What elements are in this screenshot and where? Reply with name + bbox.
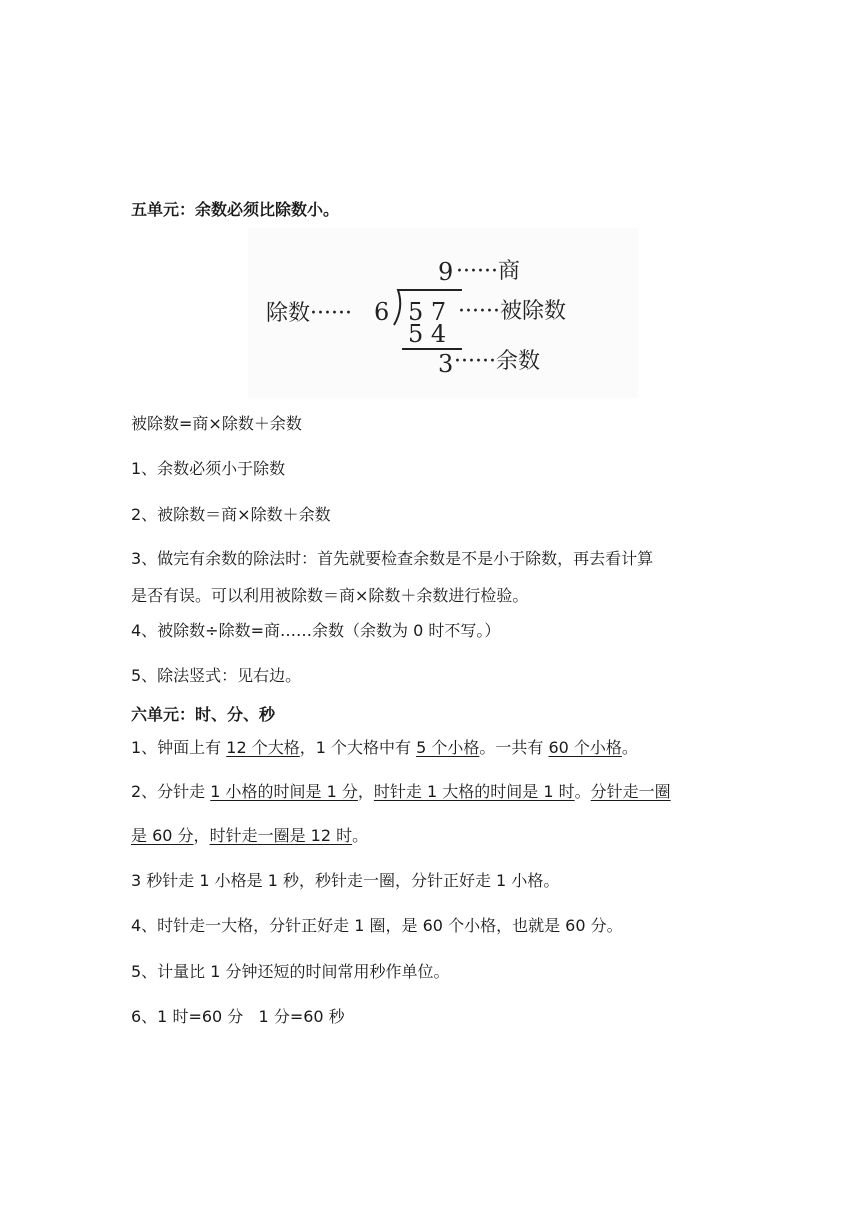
section5-item-2: 2、被除数＝商×除数＋余数 [131,505,331,524]
section6-item-4: 4、时针走一大格，分针正好走 1 圈，是 60 个小格，也就是 60 分。 [131,916,623,935]
section6-item-2 [131,782,671,802]
item1-text-c: ，1 个大格中有 [299,738,417,757]
section6-item-2-continued [131,826,368,846]
formula-line: 被除数=商×除数＋余数 [131,414,302,433]
dividend-label: ······被除数 [458,299,566,324]
section6-heading: 六单元：时、分、秒 [131,705,276,724]
section5-item-3: 3、做完有余数的除法时：首先就要检查余数是不是小于除数，再去看计算 [131,549,654,568]
item2b-text-d: 。 [352,826,369,845]
item2-text-e: 。 [574,782,591,801]
item1-text-a: 1、钟面上有 [131,738,227,757]
section6-item-3: 3 秒针走 1 小格是 1 秒，秒针走一圈，分针正好走 1 小格。 [131,871,560,890]
product-number: 5 4 [408,320,447,348]
item2b-underlined-12h: 时针走一圈是 12 时 [209,826,353,845]
item2b-text-b: ， [193,826,210,845]
divisor-label: 除数······ [266,301,352,326]
quotient-digit: 9 [438,258,454,286]
item2-underlined-minute-circle: 分针走一圈 [590,782,671,801]
division-diagram [248,228,638,398]
divisor-number: 6 [374,298,390,326]
item2-text-a: 2、分针走 [131,782,211,801]
remainder-number: 3 [438,350,454,378]
dividend-number: 5 7 [408,298,447,326]
item1-text-g: 。 [621,738,638,757]
section5-item-5: 5、除法竖式：见右边。 [131,666,302,685]
item1-text-e: 。一共有 [479,738,549,757]
section5-item-1: 1、余数必须小于除数 [131,459,286,478]
quotient-label: ······商 [456,259,520,284]
item2-underlined-hour: 时针走 1 大格的时间是 1 时 [373,782,575,801]
section6-item-5: 5、计量比 1 分钟还短的时间常用秒作单位。 [131,962,450,981]
item1-underlined-total: 60 个小格 [548,738,622,757]
section5-item-3-continued: 是否有误。可以利用被除数＝商×除数＋余数进行检验。 [131,586,529,605]
item2-underlined-minute: 1 小格的时间是 1 分 [210,782,358,801]
section5-item-4: 4、被除数÷除数=商……余数（余数为 0 时不写。） [131,621,501,640]
item1-underlined-small-divisions: 5 个小格 [416,738,480,757]
section6-item-6: 6、1 时=60 分 1 分=60 秒 [131,1007,345,1026]
remainder-label: ······余数 [454,349,540,374]
section5-heading: 五单元：余数必须比除数小。 [131,200,340,219]
division-diagram-svg [248,228,638,398]
item2b-underlined-60min: 是 60 分 [131,826,194,845]
section6-item-1 [131,738,638,758]
item1-underlined-big-divisions: 12 个大格 [226,738,300,757]
item2-text-c: ， [357,782,374,801]
